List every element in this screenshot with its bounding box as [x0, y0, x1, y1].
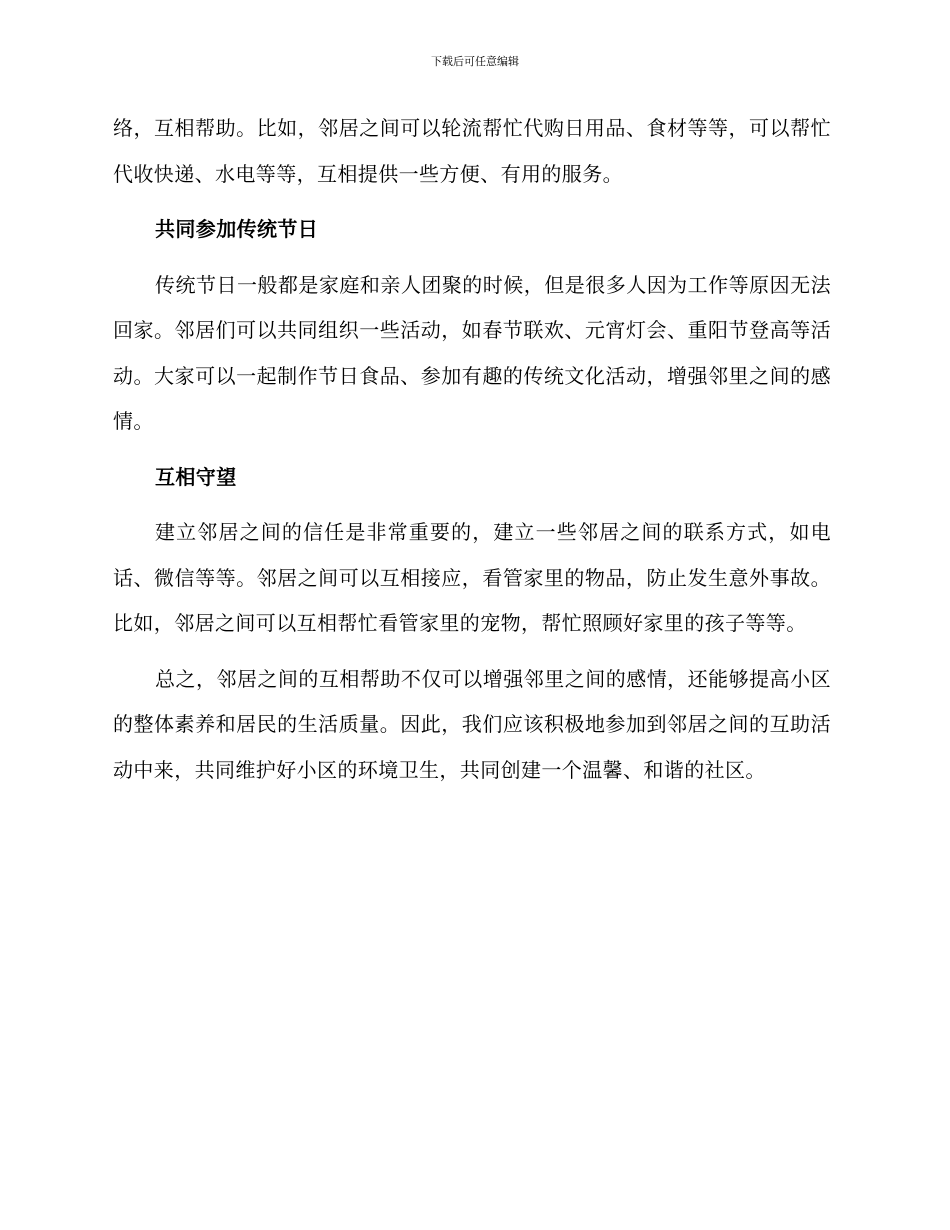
- paragraph-continuation: 络，互相帮助。比如，邻居之间可以轮流帮忙代购日用品、食材等等，可以帮忙代收快递、水电等等，互相提供一些方便、有用的服务。: [113, 116, 831, 186]
- paragraph-mutual-watch: 建立邻居之间的信任是非常重要的，建立一些邻居之间的联系方式，如电话、微信等等。邻居之间可以互相接应，看管家里的物品，防止发生意外事故。比如，邻居之间可以互相帮忙看管家里的宠物，帮忙照顾好家里的孩子等等。: [113, 520, 831, 635]
- section-heading-traditional-festivals: 共同参加传统节日: [155, 217, 319, 241]
- page-header: 下载后可任意编辑: [431, 55, 519, 68]
- document-body: [113, 106, 831, 803]
- paragraph-conclusion: 总之，邻居之间的互相帮助不仅可以增强邻里之间的感情，还能够提高小区的整体素养和居民的生活质量。因此，我们应该积极地参加到邻居之间的互助活动中来，共同维护好小区的环境卫生，共同创建一个温馨、和谐的社区。: [113, 666, 831, 782]
- section-heading-mutual-watch: 互相守望: [155, 464, 237, 489]
- paragraph-traditional-festivals: 传统节日一般都是家庭和亲人团聚的时候，但是很多人因为工作等原因无法回家。邻居们可以共同组织一些活动，如春节联欢、元宵灯会、重阳节登高等活动。大家可以一起制作节日食品、参加有趣的传统文化活动，增强邻里之间的感情。: [113, 272, 831, 433]
